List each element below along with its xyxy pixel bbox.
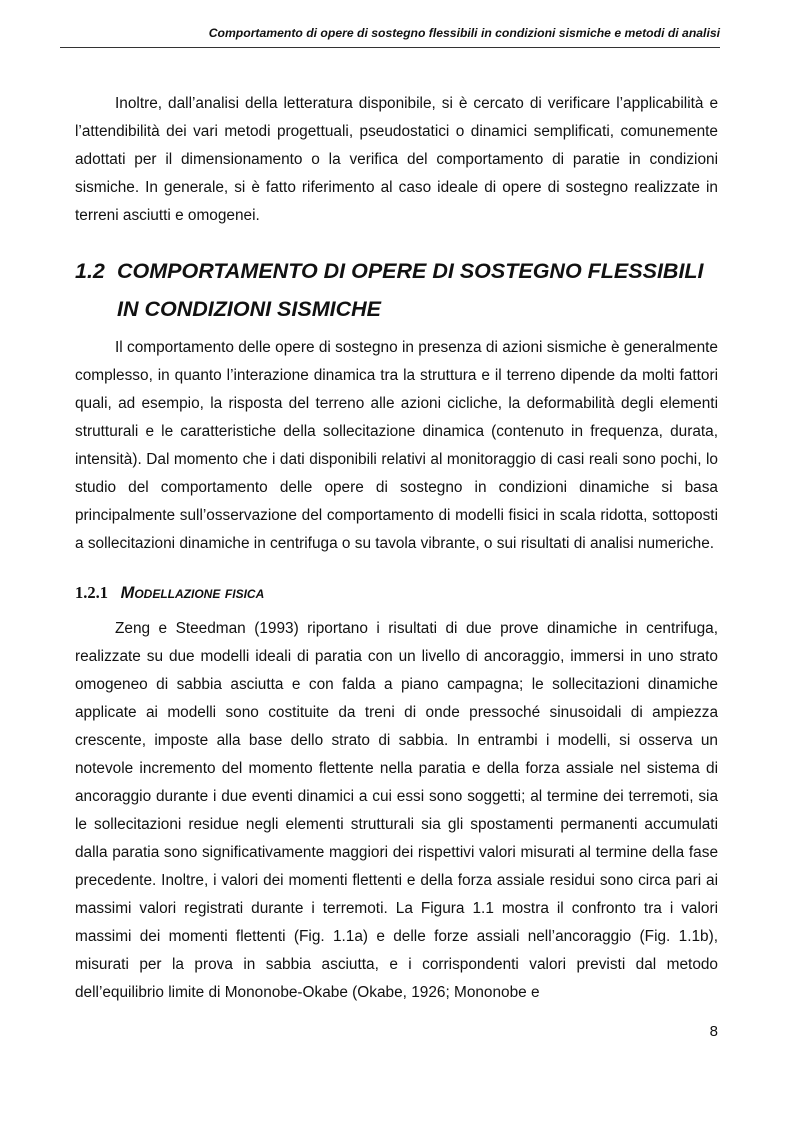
running-header: Comportamento di opere di sostegno flessibili in condizioni sismiche e metodi di analisi [208,26,720,40]
section-number: 1.2 [75,259,105,283]
subsection-title: Modellazione fisica [120,584,265,602]
section-paragraph: Il comportamento delle opere di sostegno in presenza di azioni sismiche è generalmente complesso, in quanto l’interazione dinamica tra la struttura e il terreno dipende da molti fattori quali, ad esempio, la risposta del terreno alle azioni cicliche, la deformabilità degli elementi strutturali e le caratteristiche della sollecitazione dinamica (contenuto in frequenza, durata, intensità). Dal momento che i dati disponibili relativi al monitoraggio di casi reali sono pochi, lo studio del comportamento delle opere di sostegno in condizioni dinamiche si basa principalmente sull’osservazione del comportamento di modelli fisici in scala ridotta, sottoposti a sollecitazioni dinamiche in centrifuga o su tavola vibrante, o sui risultati di analisi numeriche. [75,339,718,552]
intro-paragraph: Inoltre, dall’analisi della letteratura disponibile, si è cercato di verificare l’applicabilità e l’attendibilità dei vari metodi progettuali, pseudostatici o dinamici semplificati, comunemente adottati per il dimensionamento o la verifica del comportamento di paratie in condizioni sismiche. In generale, si è fatto riferimento al caso ideale di opere di sostegno realizzate in terreni asciutti e omogenei. [75,95,718,224]
page-body [75,90,718,1007]
page-number: 8 [709,1023,718,1040]
subsection-number: 1.2.1 [75,583,108,602]
header-divider [60,47,720,48]
subsection-paragraph: Zeng e Steedman (1993) riportano i risultati di due prove dinamiche in centrifuga, realizzate su due modelli ideali di paratia con un livello di ancoraggio, immersi in uno strato omogeneo di sabbia asciutta e con falda a piano campagna; le sollecitazioni dinamiche applicate ai modelli sono costituite da treni di onde pressoché sinusoidali di ampiezza crescente, imposte alla base dello strato di sabbia. In entrambi i modelli, si osserva un notevole incremento del momento flettente nella paratia e della forza assiale nel sistema di ancoraggio durante i due eventi dinamici a cui essi sono soggetti; al termine dei terremoti, sia le sollecitazioni residue negli elementi strutturali sia gli spostamenti permanenti accumulati dalla paratia sono significativamente maggiori dei rispettivi valori misurati al termine della fase precedente. Inoltre, i valori dei momenti flettenti e della forza assiale residui sono circa pari ai massimi valori registrati durante i terremoti. La Figura 1.1 mostra il confronto tra i valori massimi dei momenti flettenti (Fig. 1.1a) e delle forze assiali nell’ancoraggio (Fig. 1.1b), misurati per la prova in sabbia asciutta, e i corrispondenti valori previsti dal metodo dell’equilibrio limite di Mononobe-Okabe (Okabe, 1926; Mononobe e [75,620,718,1001]
section-title: COMPORTAMENTO DI OPERE DI SOSTEGNO FLESSIBILI IN CONDIZIONI SISMICHE [117,259,704,321]
section-heading [75,252,718,328]
subsection-heading [75,579,718,607]
